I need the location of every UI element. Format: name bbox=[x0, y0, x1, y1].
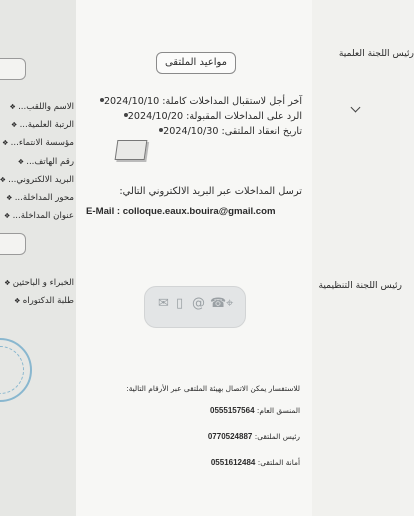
contact-label: المنسق العام: bbox=[256, 406, 300, 415]
center-panel bbox=[76, 0, 312, 516]
list-item: الخبراء و الباحثين ❖ bbox=[0, 274, 74, 292]
email-instructions: ترسل المداخلات عبر البريد الالكتروني التالي: bbox=[119, 186, 302, 197]
scientific-committee-heading: رئيس اللجنة العلمية bbox=[338, 48, 414, 59]
dates-list bbox=[92, 94, 302, 139]
phone-number: 0555157564 bbox=[210, 406, 255, 415]
left-panel bbox=[0, 0, 76, 516]
section-header-box bbox=[0, 58, 26, 80]
at-sign-icon: @ bbox=[192, 296, 205, 311]
mobile-icon: ▯ bbox=[176, 296, 184, 311]
email-address: E-Mail : colloque.eaux.bouira@gmail.com bbox=[86, 206, 276, 217]
list-item: البريد الالكتروني... ❖ bbox=[0, 171, 74, 189]
phone-number: 0770524887 bbox=[207, 432, 253, 441]
location-pin-icon: ⌖ bbox=[226, 296, 234, 311]
date-item: آخر أجل لاستقبال المداخلات كاملة: 2024/10/10 bbox=[92, 94, 302, 109]
target-audience-list bbox=[0, 274, 74, 310]
contact-row bbox=[211, 458, 300, 467]
phone-icon: ☎ bbox=[210, 296, 227, 311]
contact-row bbox=[210, 406, 300, 415]
contact-intro: للاستفسار يمكن الاتصال بهيئة الملتقى عبر الأرقام التالية: bbox=[126, 384, 300, 393]
envelope-icon bbox=[115, 140, 148, 160]
mark-icon bbox=[351, 103, 361, 113]
organizing-committee-heading: رئيس اللجنة التنظيمية bbox=[318, 280, 402, 291]
date-item: تاريخ انعقاد الملتقى: 2024/10/30 bbox=[92, 124, 302, 139]
list-item: رقم الهاتف... ❖ bbox=[0, 153, 74, 171]
contact-label: أمانة الملتقى: bbox=[257, 458, 300, 467]
section-header-box bbox=[0, 233, 26, 255]
section-title: مواعيد الملتقى bbox=[156, 52, 236, 74]
phone-number: 0551612484 bbox=[210, 458, 256, 467]
list-item: طلبة الدكتوراه ❖ bbox=[0, 292, 74, 310]
contact-row bbox=[208, 432, 300, 441]
registration-fields-list bbox=[0, 98, 74, 225]
envelope-icon: ✉ bbox=[158, 296, 169, 311]
contact-label: رئيس الملتقى: bbox=[254, 432, 300, 441]
list-item: الاسم واللقب... ❖ bbox=[0, 98, 74, 116]
list-item: محور المداخلة... ❖ bbox=[0, 189, 74, 207]
list-item: الرتبة العلمية... ❖ bbox=[0, 116, 74, 134]
university-seal-icon bbox=[0, 338, 32, 402]
right-panel bbox=[312, 0, 414, 516]
list-item: عنوان المداخلة... ❖ bbox=[0, 207, 74, 225]
date-item: الرد على المداخلات المقبولة: 2024/10/20 bbox=[92, 109, 302, 124]
list-item: مؤسسة الانتماء... ❖ bbox=[0, 134, 74, 152]
